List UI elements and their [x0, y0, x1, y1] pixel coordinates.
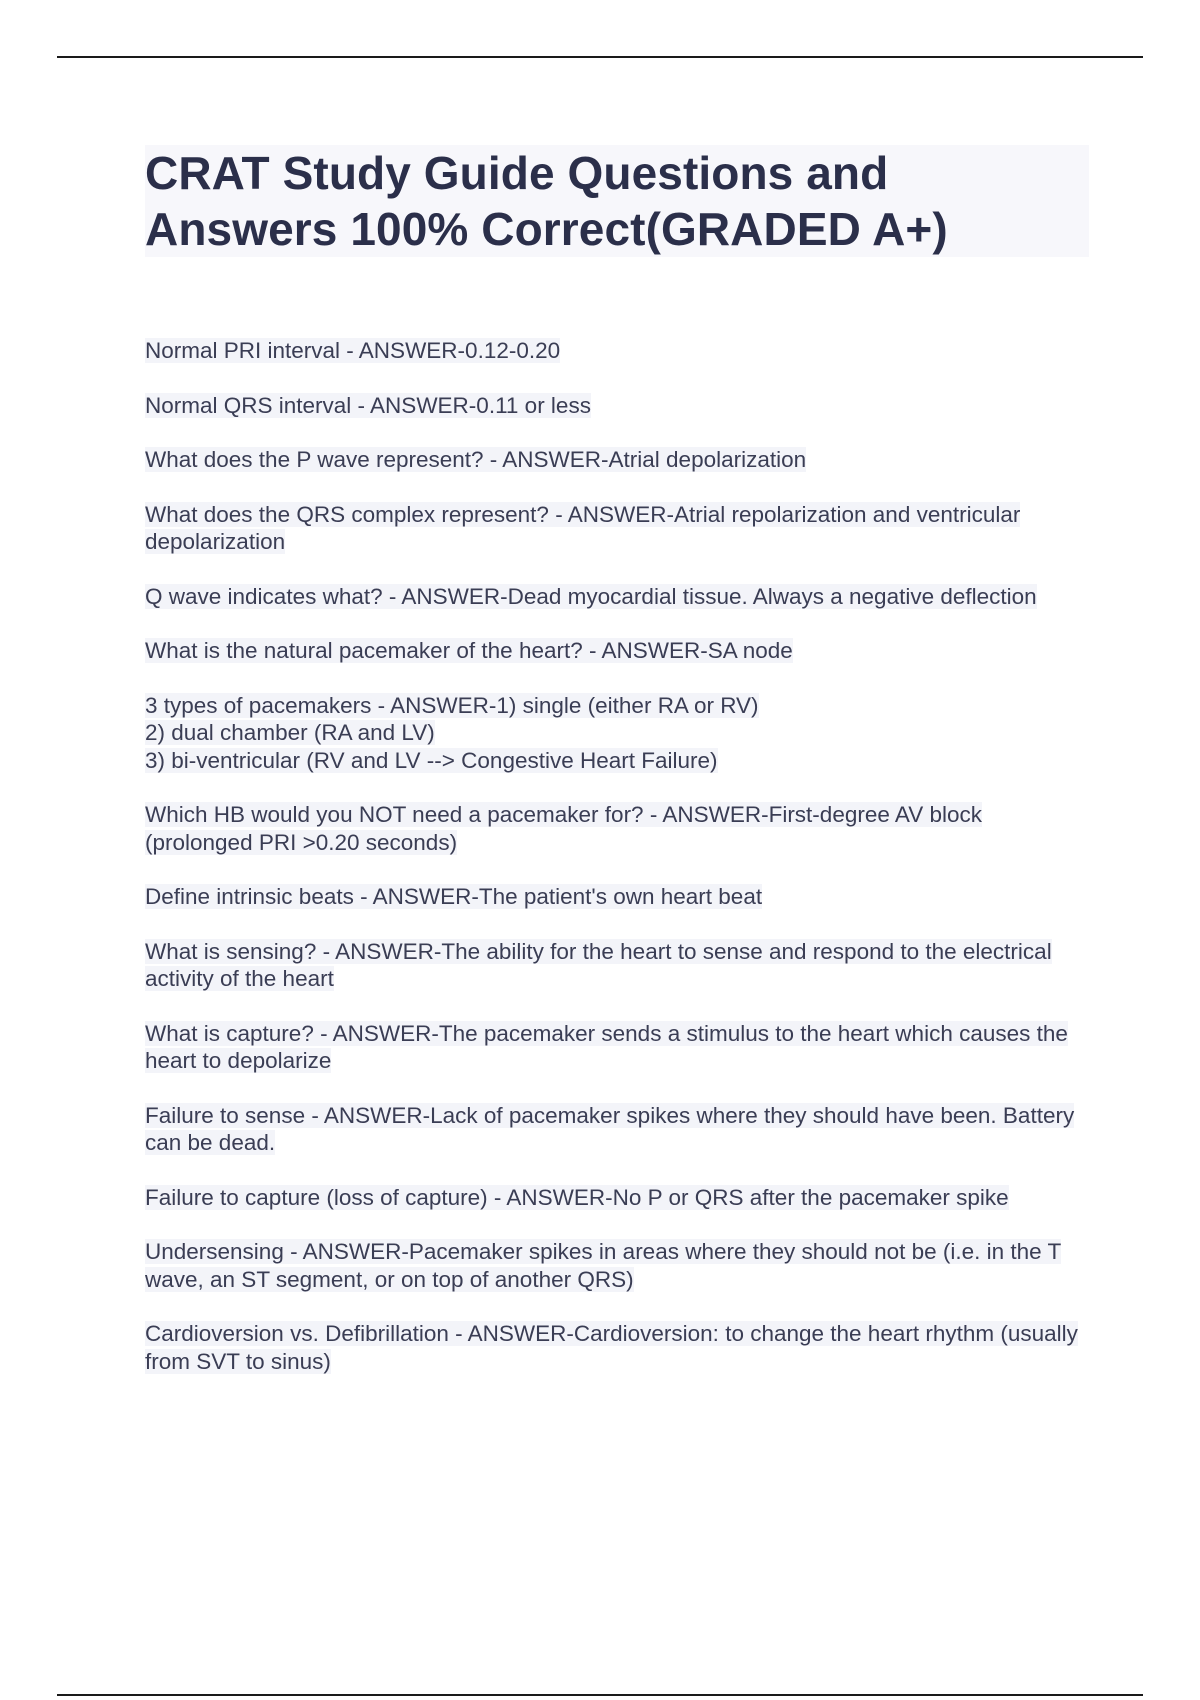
- qa-text: What does the P wave represent? - ANSWER-Atrial depolarization: [145, 447, 807, 472]
- qa-item: [145, 1238, 1095, 1293]
- qa-text: Which HB would you NOT need a pacemaker for? - ANSWER-First-degree AV block (prolonged PRI >0.20 seconds): [145, 802, 982, 855]
- qa-item: [145, 1102, 1095, 1157]
- qa-list: [145, 337, 1095, 1402]
- qa-item: [145, 1320, 1095, 1375]
- qa-line: [145, 747, 1095, 775]
- qa-text: 2) dual chamber (RA and LV): [145, 720, 435, 745]
- qa-item: [145, 392, 1095, 420]
- qa-item: [145, 583, 1095, 611]
- title-block: [145, 145, 1089, 257]
- qa-text: What is the natural pacemaker of the heart? - ANSWER-SA node: [145, 638, 793, 663]
- qa-text: Define intrinsic beats - ANSWER-The patient's own heart beat: [145, 884, 763, 909]
- qa-item: [145, 1020, 1095, 1075]
- qa-text: Undersensing - ANSWER-Pacemaker spikes in areas where they should not be (i.e. in the T wave, an ST segment, or on top of another QRS): [145, 1239, 1062, 1292]
- qa-text: What is capture? - ANSWER-The pacemaker sends a stimulus to the heart which causes the heart to depolarize: [145, 1020, 1068, 1073]
- qa-item: [145, 938, 1095, 993]
- qa-item: [145, 501, 1095, 556]
- qa-text: Failure to sense - ANSWER-Lack of pacemaker spikes where they should have been. Battery can be dead.: [145, 1102, 1075, 1155]
- qa-item: [145, 883, 1095, 911]
- qa-text: 3 types of pacemakers - ANSWER-1) single (either RA or RV): [145, 692, 759, 718]
- qa-item: [145, 446, 1095, 474]
- qa-text: Q wave indicates what? - ANSWER-Dead myocardial tissue. Always a negative deflection: [145, 583, 1037, 609]
- document-title: CRAT Study Guide Questions and Answers 100% Correct(GRADED A+): [145, 147, 948, 255]
- qa-item: [145, 1184, 1095, 1212]
- qa-line: [145, 719, 1095, 747]
- qa-line: [145, 692, 1095, 720]
- qa-text: Normal QRS interval - ANSWER-0.11 or less: [145, 392, 591, 418]
- qa-item: [145, 692, 1095, 775]
- header-rule: [57, 56, 1143, 58]
- qa-text: What is sensing? - ANSWER-The ability for the heart to sense and respond to the electrical activity of the heart: [145, 938, 1052, 991]
- qa-text: Normal PRI interval - ANSWER-0.12-0.20: [145, 338, 561, 363]
- qa-text: 3) bi-ventricular (RV and LV --> Congestive Heart Failure): [145, 747, 718, 773]
- qa-text: Cardioversion vs. Defibrillation - ANSWER-Cardioversion: to change the heart rhythm (usually from SVT to sinus): [145, 1321, 1078, 1374]
- qa-item: [145, 337, 1095, 365]
- qa-item: [145, 637, 1095, 665]
- footer-rule: [57, 1694, 1143, 1696]
- qa-text: What does the QRS complex represent? - ANSWER-Atrial repolarization and ventricular depolarization: [145, 501, 1021, 554]
- qa-text: Failure to capture (loss of capture) - ANSWER-No P or QRS after the pacemaker spike: [145, 1184, 1009, 1210]
- qa-item: [145, 801, 1095, 856]
